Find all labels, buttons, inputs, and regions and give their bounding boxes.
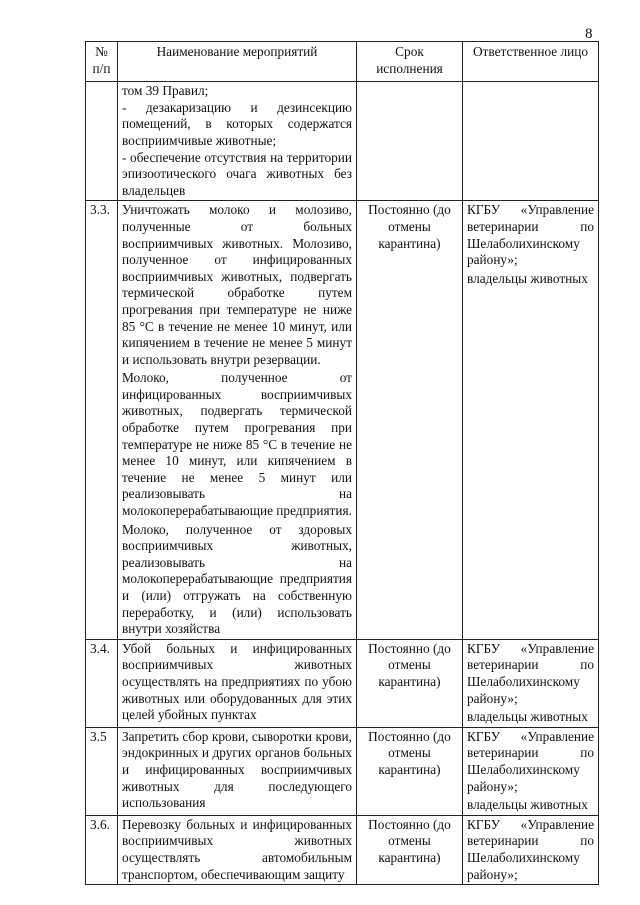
table-header-row: [86, 42, 599, 82]
row-responsible: [463, 639, 599, 727]
page-number: 8: [585, 26, 593, 42]
responsible-line: КГБУ «Управление ветеринарии по Шелаболихинскому району»;: [467, 728, 594, 794]
row-responsible: [463, 82, 599, 201]
header-responsible: Ответственное лицо: [463, 42, 599, 82]
row-deadline: Постоянно (до отмены карантина): [357, 639, 463, 727]
row-num: 3.5: [86, 727, 118, 815]
row-deadline: Постоянно (до отмены карантина): [357, 815, 463, 884]
row-deadline: Постоянно (до отмены карантина): [357, 727, 463, 815]
measure-paragraph: Уничтожать молоко и молозиво, полученные от больных восприимчивых животных. Молозиво, полученное от инфицированных восприимчивых животных, подвергать термической обработке путем прогревания при температуре не ниже 85 °С в течение не менее 10 минут, или кипячением в течение не менее 5 минут и использовать внутри резервации.: [122, 202, 352, 367]
header-num: № п/п: [86, 42, 118, 82]
row-measure: [118, 639, 357, 727]
responsible-line: КГБУ «Управление ветеринарии по Шелаболихинскому району»;: [467, 816, 594, 882]
responsible-line: КГБУ «Управление ветеринарии по Шелаболихинскому району»;: [467, 202, 594, 268]
table-row: [86, 201, 599, 639]
measure-paragraph: Перевозку больных и инфицированных восприимчивых животных осуществлять автомобильным транспортом, обеспечивающим защиту: [122, 816, 352, 882]
row-num: 3.6.: [86, 815, 118, 884]
responsible-line: владельцы животных: [467, 797, 588, 813]
table-row: [86, 815, 599, 884]
responsible-line: владельцы животных: [467, 709, 588, 725]
row-measure: [118, 201, 357, 639]
header-name: Наименование мероприятий: [118, 42, 357, 82]
responsible-line: КГБУ «Управление ветеринарии по Шелаболихинскому району»;: [467, 640, 594, 706]
measure-paragraph: - дезакаризацию и дезинсекцию помещений, в которых содержатся восприимчивые животные;: [122, 99, 352, 148]
row-num: 3.4.: [86, 639, 118, 727]
row-num: [86, 82, 118, 201]
measures-table: [85, 41, 599, 885]
measure-paragraph: Запретить сбор крови, сыворотки крови, эндокринных и других органов больных и инфицированных восприимчивых животных для последующего использования: [122, 728, 352, 811]
row-responsible: [463, 815, 599, 884]
measure-paragraph: том 39 Правил;: [122, 83, 209, 99]
table-row: [86, 727, 599, 815]
table-row: [86, 82, 599, 201]
row-measure: [118, 82, 357, 201]
table-row: [86, 639, 599, 727]
measure-paragraph: Молоко, полученное от инфицированных восприимчивых животных, подвергать термической обработке путем прогревания при температуре не ниже 85 °С в течение не менее 10 минут, или кипячением в течение не менее 5 минут или реализовывать на молокоперерабатывающие предприятия.: [122, 370, 352, 519]
row-measure: [118, 815, 357, 884]
row-deadline: [357, 82, 463, 201]
row-measure: [118, 727, 357, 815]
row-deadline: Постоянно (до отмены карантина): [357, 201, 463, 639]
header-deadline: Срок исполнения: [357, 42, 463, 82]
row-responsible: [463, 201, 599, 639]
responsible-line: владельцы животных: [467, 270, 588, 286]
measure-paragraph: Молоко, полученное от здоровых восприимчивых животных, реализовывать на молокоперерабатывающие предприятия и (или) отгружать на собственную переработку, и (или) использовать внутри хозяйства: [122, 521, 352, 637]
row-responsible: [463, 727, 599, 815]
row-num: 3.3.: [86, 201, 118, 639]
measure-paragraph: - обеспечение отсутствия на территории эпизоотического очага животных без владельцев: [122, 149, 352, 198]
measure-paragraph: Убой больных и инфицированных восприимчивых животных осуществлять на предприятиях по убою животных или оборудованных для этих целей убойных пунктах: [122, 640, 352, 723]
